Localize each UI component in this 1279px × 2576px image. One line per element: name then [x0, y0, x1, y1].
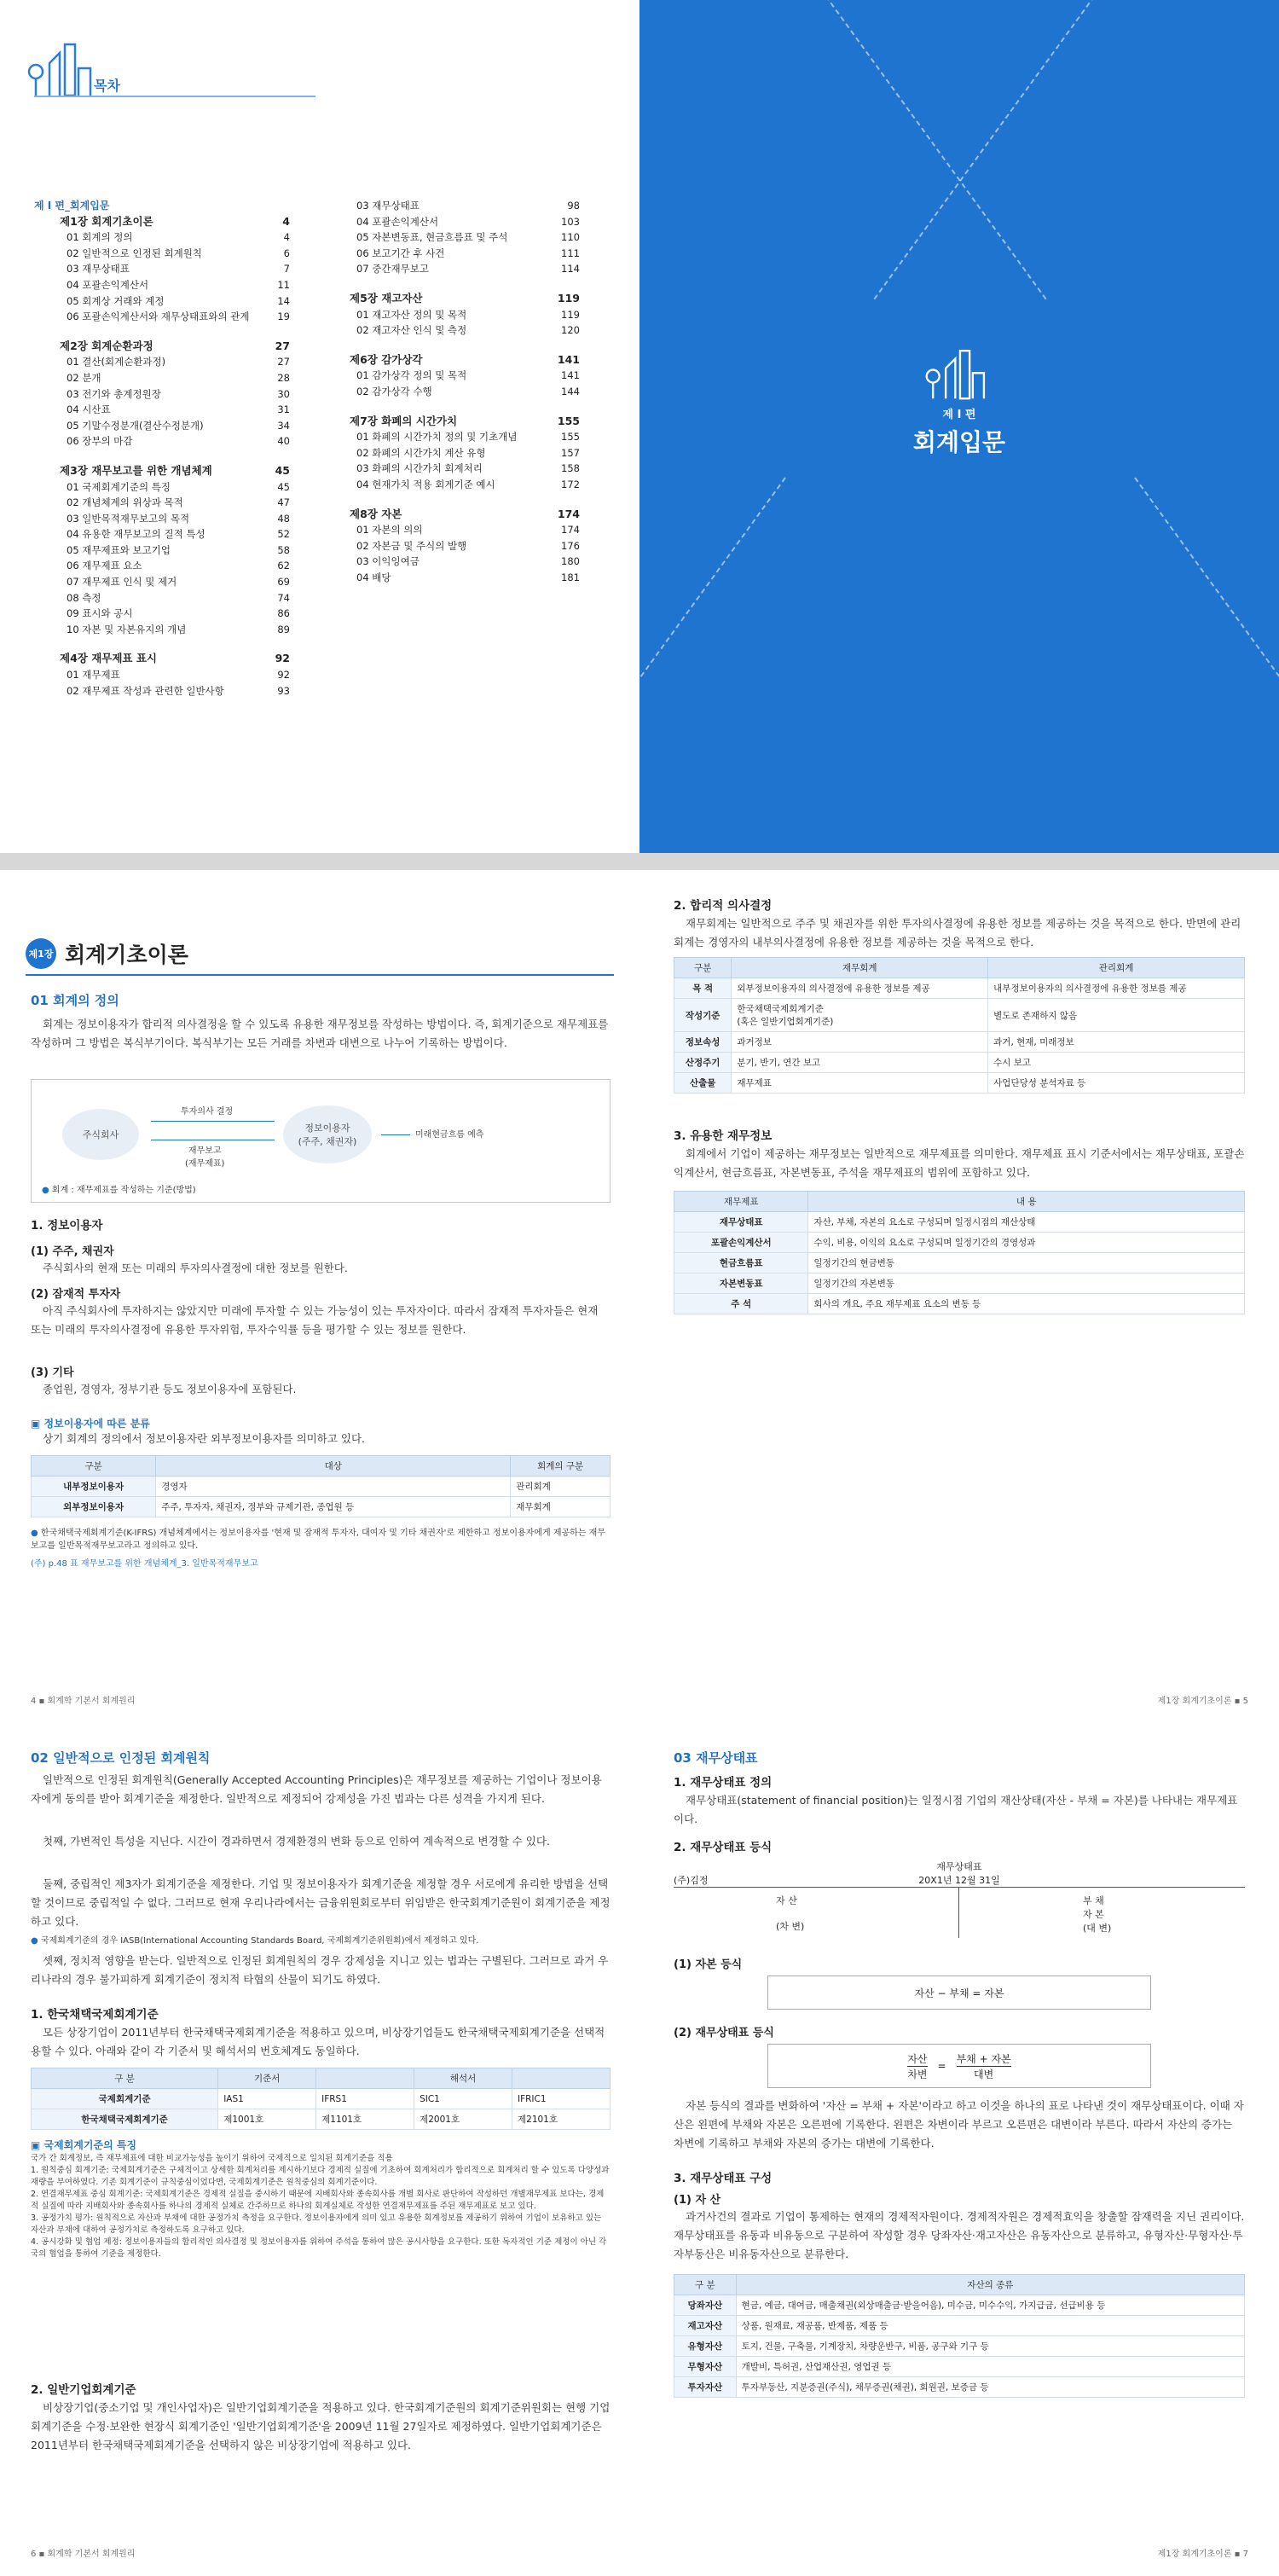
toc-gap — [34, 450, 290, 463]
diagram-note: ● 회계 : 재무제표를 작성하는 기준(방법) — [42, 1186, 196, 1195]
heading: 2. 합리적 의사결정 — [674, 899, 773, 913]
paragraph: 일반적으로 인정된 회계원칙(Generally Accepted Accounting Principles)은 재무정보를 제공하는 기업이나 정보이용자에게 동의를 받아 회계기준을 제정한다. 일반적으로 제정되어 강제성을 가진 법과는 다른 성격을 가지게 된다. — [31, 1773, 602, 1805]
part-number: 제 I 편 — [942, 409, 976, 421]
debit-label: (차 변) — [776, 1921, 805, 1932]
toc-item: 01 국제회계기준의 특징 45 — [67, 480, 290, 493]
subheading: (2) 잠재적 투자자 — [31, 1288, 121, 1301]
toc-item: 06 보고기간 후 사건 111 — [356, 247, 580, 259]
toc-page — [0, 0, 640, 853]
paragraph: 둘째, 중립적인 제3자가 회계기준을 제정한다. 기업 및 정보이용자가 회계기준을 제정할 경우 서로에게 유리한 방법을 선택할 것이므로 중립적일 수 없다. 그러므로 현재 우리나라에서는 금융위원회로부터 위임받은 한국회계기준원이 회계기준을 제정하고 있다. — [31, 1877, 611, 1928]
toc-item: 05 회계상 거래와 계정 14 — [67, 294, 290, 307]
toc-item: 04 현재가치 적용 회계기준 예시 172 — [356, 478, 580, 490]
assets-label: 자 산 — [776, 1895, 797, 1906]
toc-item: 02 화폐의 시간가치 계산 유형 157 — [356, 446, 580, 459]
standards-numbering-table — [31, 2068, 611, 2130]
page-footer: 제1장 회계기초이론 ▪ 5 — [1157, 1697, 1248, 1706]
heading: 3. 유용한 재무정보 — [674, 1129, 773, 1143]
toc-chapter: 제4장 재무제표 표시 92 — [60, 652, 290, 665]
toc-item: 02 분개 28 — [67, 371, 290, 384]
toc-item: 03 전기와 총계정원장 30 — [67, 387, 290, 400]
node-company: 주식회사 — [62, 1109, 139, 1160]
paragraph: 아직 주식회사에 투자하지는 않았지만 미래에 투자할 수 있는 가능성이 있는 투자자이다. 따라서 잠재적 투자자들은 현재 또는 미래의 투자의사결정에 유용한 투자위험, 투자수익률 등을 평가할 수 있는 정보를 원한다. — [31, 1304, 599, 1336]
chapter-title — [26, 938, 188, 969]
toc-item: 06 포괄손익계산서와 재무상태표와의 관계 19 — [67, 310, 290, 323]
table-row: 국제회계기준 IAS1 IFRS1 SIC1 IFRIC1 — [32, 2089, 611, 2109]
chapter-title-text: 회계기초이론 — [65, 943, 188, 967]
note: ● 한국채택국제회계기준(K-IFRS) 개념체계에서는 정보이용자를 '현재 및 잠재적 투자자, 대여자 및 기타 채권자'로 제한하고 정보이용자에게 제공하는 재무보고를 일반목적재무보고라고 정의하고 있다. — [31, 1529, 605, 1551]
paragraph: 첫째, 가변적인 특성을 지닌다. 시간이 경과하면서 경제환경의 변화 등으로 인하여 계속적으로 변경할 수 있다. — [43, 1835, 550, 1848]
table-row: 정보속성 과거정보 과거, 현재, 미래정보 — [674, 1032, 1245, 1053]
arrow-right-icon — [381, 1134, 410, 1135]
toc-gap — [324, 277, 580, 291]
arrow-label: 재무보고 (재무제표) — [185, 1146, 225, 1169]
table-row: 유형자산 토지, 건물, 구축물, 기계장치, 차량운반구, 비품, 공구와 기구 등 — [674, 2336, 1245, 2357]
heading: 1. 정보이용자 — [31, 1219, 103, 1233]
buildings-logo-icon — [26, 34, 102, 98]
toc-item: 07 중간재무보고 114 — [356, 263, 580, 276]
tip-icon: ▣ — [31, 1418, 41, 1430]
toc-item: 02 자본금 및 주식의 발행 176 — [356, 539, 580, 552]
tip-title: ▣ 국제회계기준의 특징 — [31, 2139, 137, 2151]
section-title: 03 재무상태표 — [674, 1750, 758, 1766]
toc-gap — [34, 325, 290, 339]
subheading: (1) 주주, 채권자 — [31, 1245, 114, 1258]
table-row: 현금흐름표 일정기간의 현금변동 — [674, 1253, 1245, 1273]
toc-gap — [324, 339, 580, 352]
arrow-label: 투자의사 결정 — [181, 1107, 234, 1117]
toc-item: 03 일반목적재무보고의 목적 48 — [67, 512, 290, 525]
toc-item: 02 재무제표 작성과 관련한 일반사항 93 — [67, 684, 290, 697]
toc-item: 04 포괄손익계산서 11 — [67, 278, 290, 291]
toc-item: 06 장부의 마감 40 — [67, 435, 290, 448]
paragraph: 회계에서 기업이 제공하는 재무정보는 일반적으로 재무제표를 의미한다. 재무제표 표시 기준서에서는 재무상태표, 포괄손익계산서, 현금흐름표, 자본변동표, 주석을 재무제표의 범위에 포함하고 있다. — [674, 1147, 1245, 1179]
toc-title: 목차 — [94, 78, 120, 94]
heading: 2. 일반기업회계기준 — [31, 2383, 136, 2397]
page-footer: 4 ▪ 회계학 기본서 회계원리 — [31, 1697, 136, 1706]
company-name: (주)김정 — [674, 1875, 709, 1886]
toc-item: 05 자본변동표, 현금흐름표 및 주석 110 — [356, 231, 580, 244]
dashed-line — [784, 0, 1046, 299]
tip-title: ▣ 정보이용자에 따른 분류 — [31, 1418, 150, 1430]
table-row: 당좌자산 현금, 예금, 대여금, 매출채권(외상매출금·받을어음), 미수금, 미수수익, 가지급금, 선급비용 등 — [674, 2295, 1245, 2316]
paragraph: 비상장기업(중소기업 및 개인사업자)은 일반기업회계기준을 적용하고 있다. 한국회계기준원의 회계기준위원회는 현행 기업회계기준을 수정·보완한 현장식 회계기준인 '일반기업회계기준'을 2009년 11월 27일자로 제정하였다. 일반기업회계기준은 2011년부터 한국채택국제회계기준을 선택하지 않은 비상장기업에 적용하고 있다. — [31, 2401, 611, 2451]
toc-chapter: 제1장 회계기초이론 4 — [60, 214, 290, 228]
dashed-line — [1134, 477, 1279, 837]
paragraph: 자본 등식의 결과를 변화하여 '자산 = 부채 + 자본'이라고 하고 이것을 하나의 표로 나타낸 것이 재무상태표이다. 이때 자산은 왼편에 부채와 자본은 오른편에 기록한다. 왼편은 차변이라 부르고 오른편은 대변이라 부른다. 따라서 자산의 증가는 차변에 기록하고 부채와 자본의 증가는 대변에 기록한다. — [674, 2099, 1244, 2150]
paragraph: 재무상태표(statement of financial position)는 일정시점 기업의 재산상태(자산 - 부채 = 자본)를 나타내는 재무제표이다. — [674, 1794, 1238, 1825]
toc-item: 01 감가상각 정의 및 목적 141 — [356, 369, 580, 382]
accounting-compare-table — [674, 957, 1245, 1094]
toc-item: 09 표시와 공시 86 — [67, 607, 290, 620]
heading: 3. 재무상태표 구성 — [674, 2172, 773, 2185]
table-row: 주 석 회사의 개요, 주요 재무제표 요소의 변동 등 — [674, 1294, 1245, 1314]
dashed-line — [874, 0, 1136, 299]
toc-chapter: 제8장 자본 174 — [350, 507, 580, 520]
dashed-line — [640, 477, 786, 837]
table-row: 재무상태표 자산, 부채, 자본의 요소로 구성되며 일정시점의 재산상태 — [674, 1212, 1245, 1233]
table-row: 무형자산 개발비, 특허권, 산업재산권, 영업권 등 — [674, 2357, 1245, 2377]
toc-chapter: 제7장 화폐의 시간가치 155 — [350, 414, 580, 427]
balance-equation: 자산 차변 = 부채 + 자본 대변 — [767, 2044, 1151, 2088]
toc-item: 10 자본 및 자본유지의 개념 89 — [67, 623, 290, 635]
toc-item: 01 재무제표 92 — [67, 669, 290, 682]
heading: 1. 한국채택국제회계기준 — [31, 2008, 159, 2022]
section-title: 02 일반적으로 인정된 회계원칙 — [31, 1750, 211, 1766]
paragraph: 종업원, 경영자, 정부기관 등도 정보이용자에 포함된다. — [43, 1383, 297, 1395]
toc-item: 03 재무상태표 98 — [356, 200, 580, 212]
table-row: 산출물 재무제표 사업단당성 분석자료 등 — [674, 1073, 1245, 1094]
page-footer: 제1장 회계기초이론 ▪ 7 — [1157, 2550, 1248, 2559]
table-row: 자본변동표 일정기간의 자본변동 — [674, 1273, 1245, 1294]
toc-item: 01 자본의 의의 174 — [356, 524, 580, 537]
toc-item: 03 화폐의 시간가치 회계처리 158 — [356, 462, 580, 475]
subheading: (1) 자 산 — [674, 2194, 721, 2207]
toc-chapter: 제6장 감가상각 141 — [350, 352, 580, 366]
tip-body: 국가 간 회계정보, 즉 재무제표에 대한 비교가능성을 높이기 위하여 국제적으로 일치된 회계기준을 적용 1. 원칙중심 회계기준: 국제회계기준은 구체적이고 상세한 회계처리를 제시하기보다 경제적 실질에 기초하여 회계처리가 합리적으로 회계처리 할 수 있도록 다양성과 재량을 부여하였다. 기존 회계기준이 규칙중심이었다면, 국제회계기준은 원칙중심의 회계기준이다. 2. 연결재무제표 중심 회계기준: 국제회계기준은 경제적 실질을 중시하기 때문에 지배회사와 종속회사를 개별 회사로 판단하여 작성하던 개별재무제표 보다는, 경제적 실질에 따라 지배회사와 종속회사를 하나의 경제적 실체로 간주하므로 하나의 회계실체로 작성한 연결재무제표를 주된 재무제표로 보고 있다. 3. 공정가치 평가: 원칙적으로 자산과 부채에 대한 공정가치 측정을 요구한다. 정보이용자에게 의미 있고 유용한 회계정보를 제공하기 위하여 기업이 보유하고 있는 자산과 부채에 대하여 공정가치로 측정하도록 요구하고 있다. 4. 공시강화 및 협업 제정: 정보이용자들의 합리적인 의사결정 및 정보이용자를 위하여 주석을 통하여 많은 공시사항을 요구한다. 또한 독자적인 기준 제정이 아닌 각국의 협업을 통하여 기준을 제정한다. — [31, 2154, 610, 2259]
toc-item: 05 재무제표와 보고기업 58 — [67, 543, 290, 556]
tip-icon: ▣ — [31, 2139, 41, 2151]
part-cover — [640, 0, 1279, 853]
paragraph: 회계는 정보이용자가 합리적 의사결정을 할 수 있도록 유용한 재무정보를 작성하는 방법이다. 즉, 회계기준으로 재무제표를 작성하며 그 방법은 복식부기이다. 복식부기는 모든 거래를 차변과 대변으로 나누어 기록하는 방법이다. — [31, 1018, 609, 1049]
toc-chapter: 제5장 재고자산 119 — [350, 291, 580, 305]
toc-item: 04 시산표 31 — [67, 403, 290, 416]
toc-item: 06 재무제표 요소 62 — [67, 560, 290, 572]
paragraph: 모든 상장기업이 2011년부터 한국채택국제회계기준을 적용하고 있으며, 비상장기업들도 한국채택국제회계기준을 선택적용할 수 있다. 아래와 같이 각 기준서 및 해석서의 번호체계도 동일하다. — [31, 2026, 605, 2057]
table-header-row: 구 분 자산의 종류 — [674, 2275, 1245, 2295]
page-footer: 6 ▪ 회계학 기본서 회계원리 — [31, 2550, 136, 2559]
subheading: (2) 재무상태표 등식 — [674, 2027, 774, 2039]
page-6 — [0, 1723, 640, 2576]
divider — [34, 96, 315, 97]
asset-types-table — [674, 2274, 1245, 2398]
table-row: 산정주기 분기, 반기, 연간 보고 수시 보고 — [674, 1053, 1245, 1073]
toc-part: 제 I 편_회계입문 — [34, 200, 110, 212]
paragraph: 재무회계는 일반적으로 주주 및 채권자를 위한 투자의사결정에 유용한 정보를 제공하는 것을 목적으로 한다. 반면에 관리회계는 경영자의 내부의사결정에 유용한 정보를 제공하는 것을 목적으로 한다. — [674, 917, 1241, 949]
reference-note: (주) p.48 표 재무보고를 위한 개념체계_3. 일반목적재무보고 — [31, 1559, 258, 1569]
table-row: 외부정보이용자 주주, 투자자, 채권자, 정부와 규제기관, 종업원 등 재무회계 — [32, 1497, 611, 1517]
financial-statements-table — [674, 1191, 1245, 1314]
credit-label: (대 변) — [1083, 1923, 1112, 1934]
paragraph: 상기 회계의 정의에서 정보이용자란 외부정보이용자를 의미하고 있다. — [43, 1432, 365, 1445]
toc-chapter: 제2장 회계순환과정 27 — [60, 339, 290, 352]
capital-equation: 자산 − 부채 = 자본 — [767, 1976, 1151, 2010]
capital-label: 자 본 — [1083, 1909, 1104, 1920]
toc-item: 04 포괄손익계산서 103 — [356, 215, 580, 228]
toc-item: 03 재무상태표 7 — [67, 263, 290, 276]
table-row: 포괄손익계산서 수익, 비용, 이익의 요소로 구성되며 일정기간의 경영성과 — [674, 1233, 1245, 1253]
chapter-badge: 제1장 — [26, 938, 56, 969]
diagram-box — [31, 1079, 611, 1203]
page-4 — [0, 870, 640, 1723]
toc-gap — [324, 400, 580, 414]
toc-item: 01 회계의 정의 4 — [67, 231, 290, 244]
page-7 — [640, 1723, 1279, 2576]
table-row: 재고자산 상품, 원재료, 재공품, 반제품, 제품 등 — [674, 2316, 1245, 2336]
toc-item: 07 재무제표 인식 및 제거 69 — [67, 576, 290, 589]
toc-right-column — [324, 198, 580, 585]
toc-item: 01 화폐의 시간가치 정의 및 기초개념 155 — [356, 431, 580, 444]
toc-item: 04 배당 181 — [356, 571, 580, 583]
balance-sheet-form — [674, 1859, 1245, 1938]
heading: 1. 재무상태표 정의 — [674, 1776, 773, 1790]
form-date: 20X1년 12월 31일 — [918, 1875, 1000, 1886]
liabilities-label: 부 채 — [1083, 1895, 1104, 1906]
toc-item: 01 결산(회계순환과정) 27 — [67, 356, 290, 368]
buildings-logo-icon — [923, 341, 996, 401]
arrow-left-icon — [151, 1121, 275, 1122]
table-row: 한국채택국제회계기준 제1001호 제1101호 제2001호 제2101호 — [32, 2109, 611, 2130]
table-header-row: 재무제표 내 용 — [674, 1192, 1245, 1212]
paragraph: 과거사건의 결과로 기업이 통제하는 현재의 경제적자원이다. 경제적자원은 경제적효익을 창출할 잠재력을 지닌 권리이다. 재무상태표를 유동과 비유동으로 구분하여 작성할 경우 당좌자산·재고자산은 유동자산으로 분류하고, 유형자산·무형자산·투자부동산은 비유동자산으로 분류한다. — [674, 2210, 1245, 2260]
toc-gap — [324, 493, 580, 507]
divider — [26, 974, 614, 976]
form-title: 재무상태표 — [936, 1861, 982, 1872]
subheading: (3) 기타 — [31, 1366, 74, 1379]
toc-gap — [34, 637, 290, 651]
node-forecast: 미래현금흐름 예측 — [415, 1130, 484, 1140]
toc-item: 04 유용한 재무보고의 질적 특성 52 — [67, 528, 290, 541]
table-header-row: 구 분 기준서 해석서 — [32, 2068, 611, 2089]
table-header-row: 구분 재무회계 관리회계 — [674, 958, 1245, 978]
toc-chapter: 제3장 재무보고를 위한 개념체계 45 — [60, 463, 290, 477]
table-row: 목 적 외부정보이용자의 의사결정에 유용한 정보를 제공 내부정보이용자의 의사결정에 유용한 정보를 제공 — [674, 978, 1245, 999]
toc-item: 03 이익잉여금 180 — [356, 555, 580, 568]
toc-item: 08 측정 74 — [67, 591, 290, 604]
toc-item: 02 재고자산 인식 및 측정 120 — [356, 324, 580, 337]
toc-item: 02 개념체계의 위상과 목적 47 — [67, 496, 290, 509]
page-5 — [640, 870, 1279, 1723]
toc-left-column — [34, 198, 290, 699]
subheading: (1) 자본 등식 — [674, 1958, 743, 1971]
section-title: 01 회계의 정의 — [31, 993, 119, 1008]
toc-item: 01 재고자산 정의 및 목적 119 — [356, 308, 580, 321]
table-row: 내부정보이용자 경영자 관리회계 — [32, 1477, 611, 1497]
users-table — [31, 1455, 611, 1517]
part-title: 회계입문 — [912, 428, 1006, 456]
toc-item: 05 기말수정분개(결산수정분개) 34 — [67, 419, 290, 432]
paragraph: 셋째, 정치적 영향을 받는다. 일반적으로 인정된 회계원칙의 경우 강제성을 지니고 있는 법과는 구별된다. 그러므로 과거 우리나라의 경우 불가피하게 회계기준이 정치적 타협의 산물이 되기도 하였다. — [31, 1954, 609, 1986]
note: ● 국제회계기준의 경우 IASB(International Accounting Standards Board, 국제회계기준위원회)에서 제정하고 있다. — [31, 1936, 479, 1946]
paragraph: 주식회사의 현재 또는 미래의 투자의사결정에 대한 정보를 원한다. — [43, 1262, 348, 1274]
node-users: 정보이용자 (주주, 채권자) — [283, 1105, 372, 1163]
heading: 2. 재무상태표 등식 — [674, 1841, 773, 1854]
toc-item: 02 일반적으로 인정된 회계원칙 6 — [67, 247, 290, 259]
table-header-row: 구분 대상 회계의 구분 — [32, 1456, 611, 1477]
table-row: 작성기준 한국채택국제회계기준 (혹은 일반기업회계기준) 별도로 존재하지 않음 — [674, 999, 1245, 1032]
toc-item: 02 감가상각 수행 144 — [356, 385, 580, 397]
table-row: 투자자산 투자부동산, 지분증권(주식), 채무증권(채권), 회원권, 보증금 등 — [674, 2377, 1245, 2398]
